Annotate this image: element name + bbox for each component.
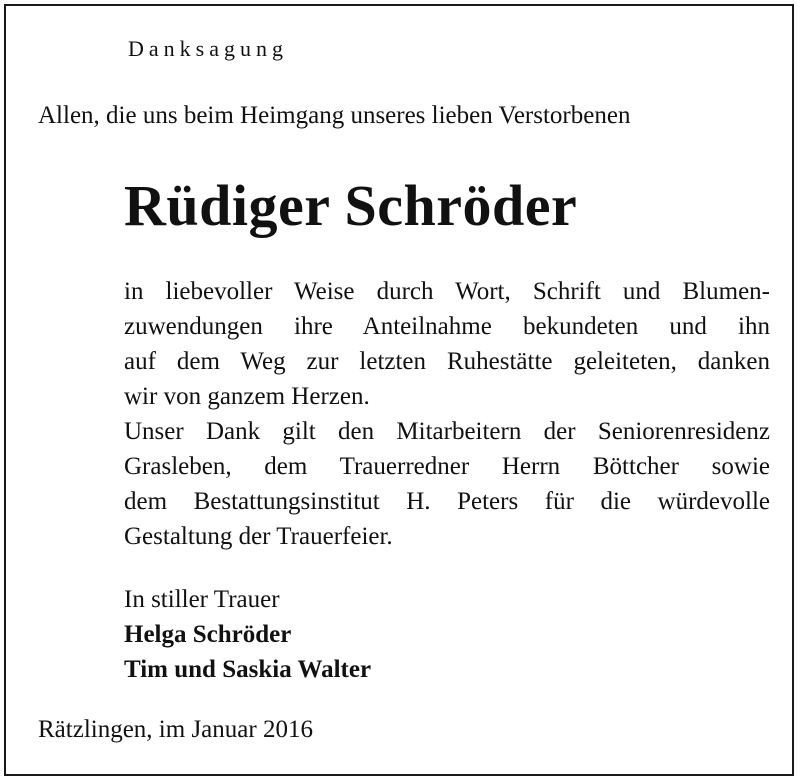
text-line: zuwendungen ihre Anteilnahme bekundeten und ihn bbox=[124, 313, 770, 340]
mourner-name: Helga Schröder bbox=[124, 621, 292, 648]
text-line: in liebevoller Weise durch Wort, Schrift und Blumen- bbox=[124, 278, 770, 305]
text-line: Unser Dank gilt den Mitarbeitern der Seniorenresidenz bbox=[124, 418, 770, 445]
deceased-name: Rüdiger Schröder bbox=[124, 173, 578, 238]
signature-label: In stiller Trauer bbox=[124, 586, 280, 613]
notice-heading: Danksagung bbox=[128, 36, 288, 61]
thanks-text bbox=[124, 274, 770, 554]
mourner-name: Tim und Saskia Walter bbox=[124, 656, 372, 683]
intro-line: Allen, die uns beim Heimgang unseres lieben Verstorbenen bbox=[38, 102, 631, 129]
text-line: Grasleben, dem Trauerredner Herrn Böttcher sowie bbox=[124, 453, 770, 480]
text-line: wir von ganzem Herzen. bbox=[124, 383, 370, 410]
obituary-notice bbox=[4, 4, 794, 776]
text-line: Gestaltung der Trauerfeier. bbox=[124, 523, 393, 550]
signature-block bbox=[124, 582, 371, 687]
place-date: Rätzlingen, im Januar 2016 bbox=[38, 716, 313, 743]
text-line: auf dem Weg zur letzten Ruhestätte geleiteten, danken bbox=[124, 348, 770, 375]
text-line: dem Bestattungsinstitut H. Peters für die würdevolle bbox=[124, 488, 770, 515]
